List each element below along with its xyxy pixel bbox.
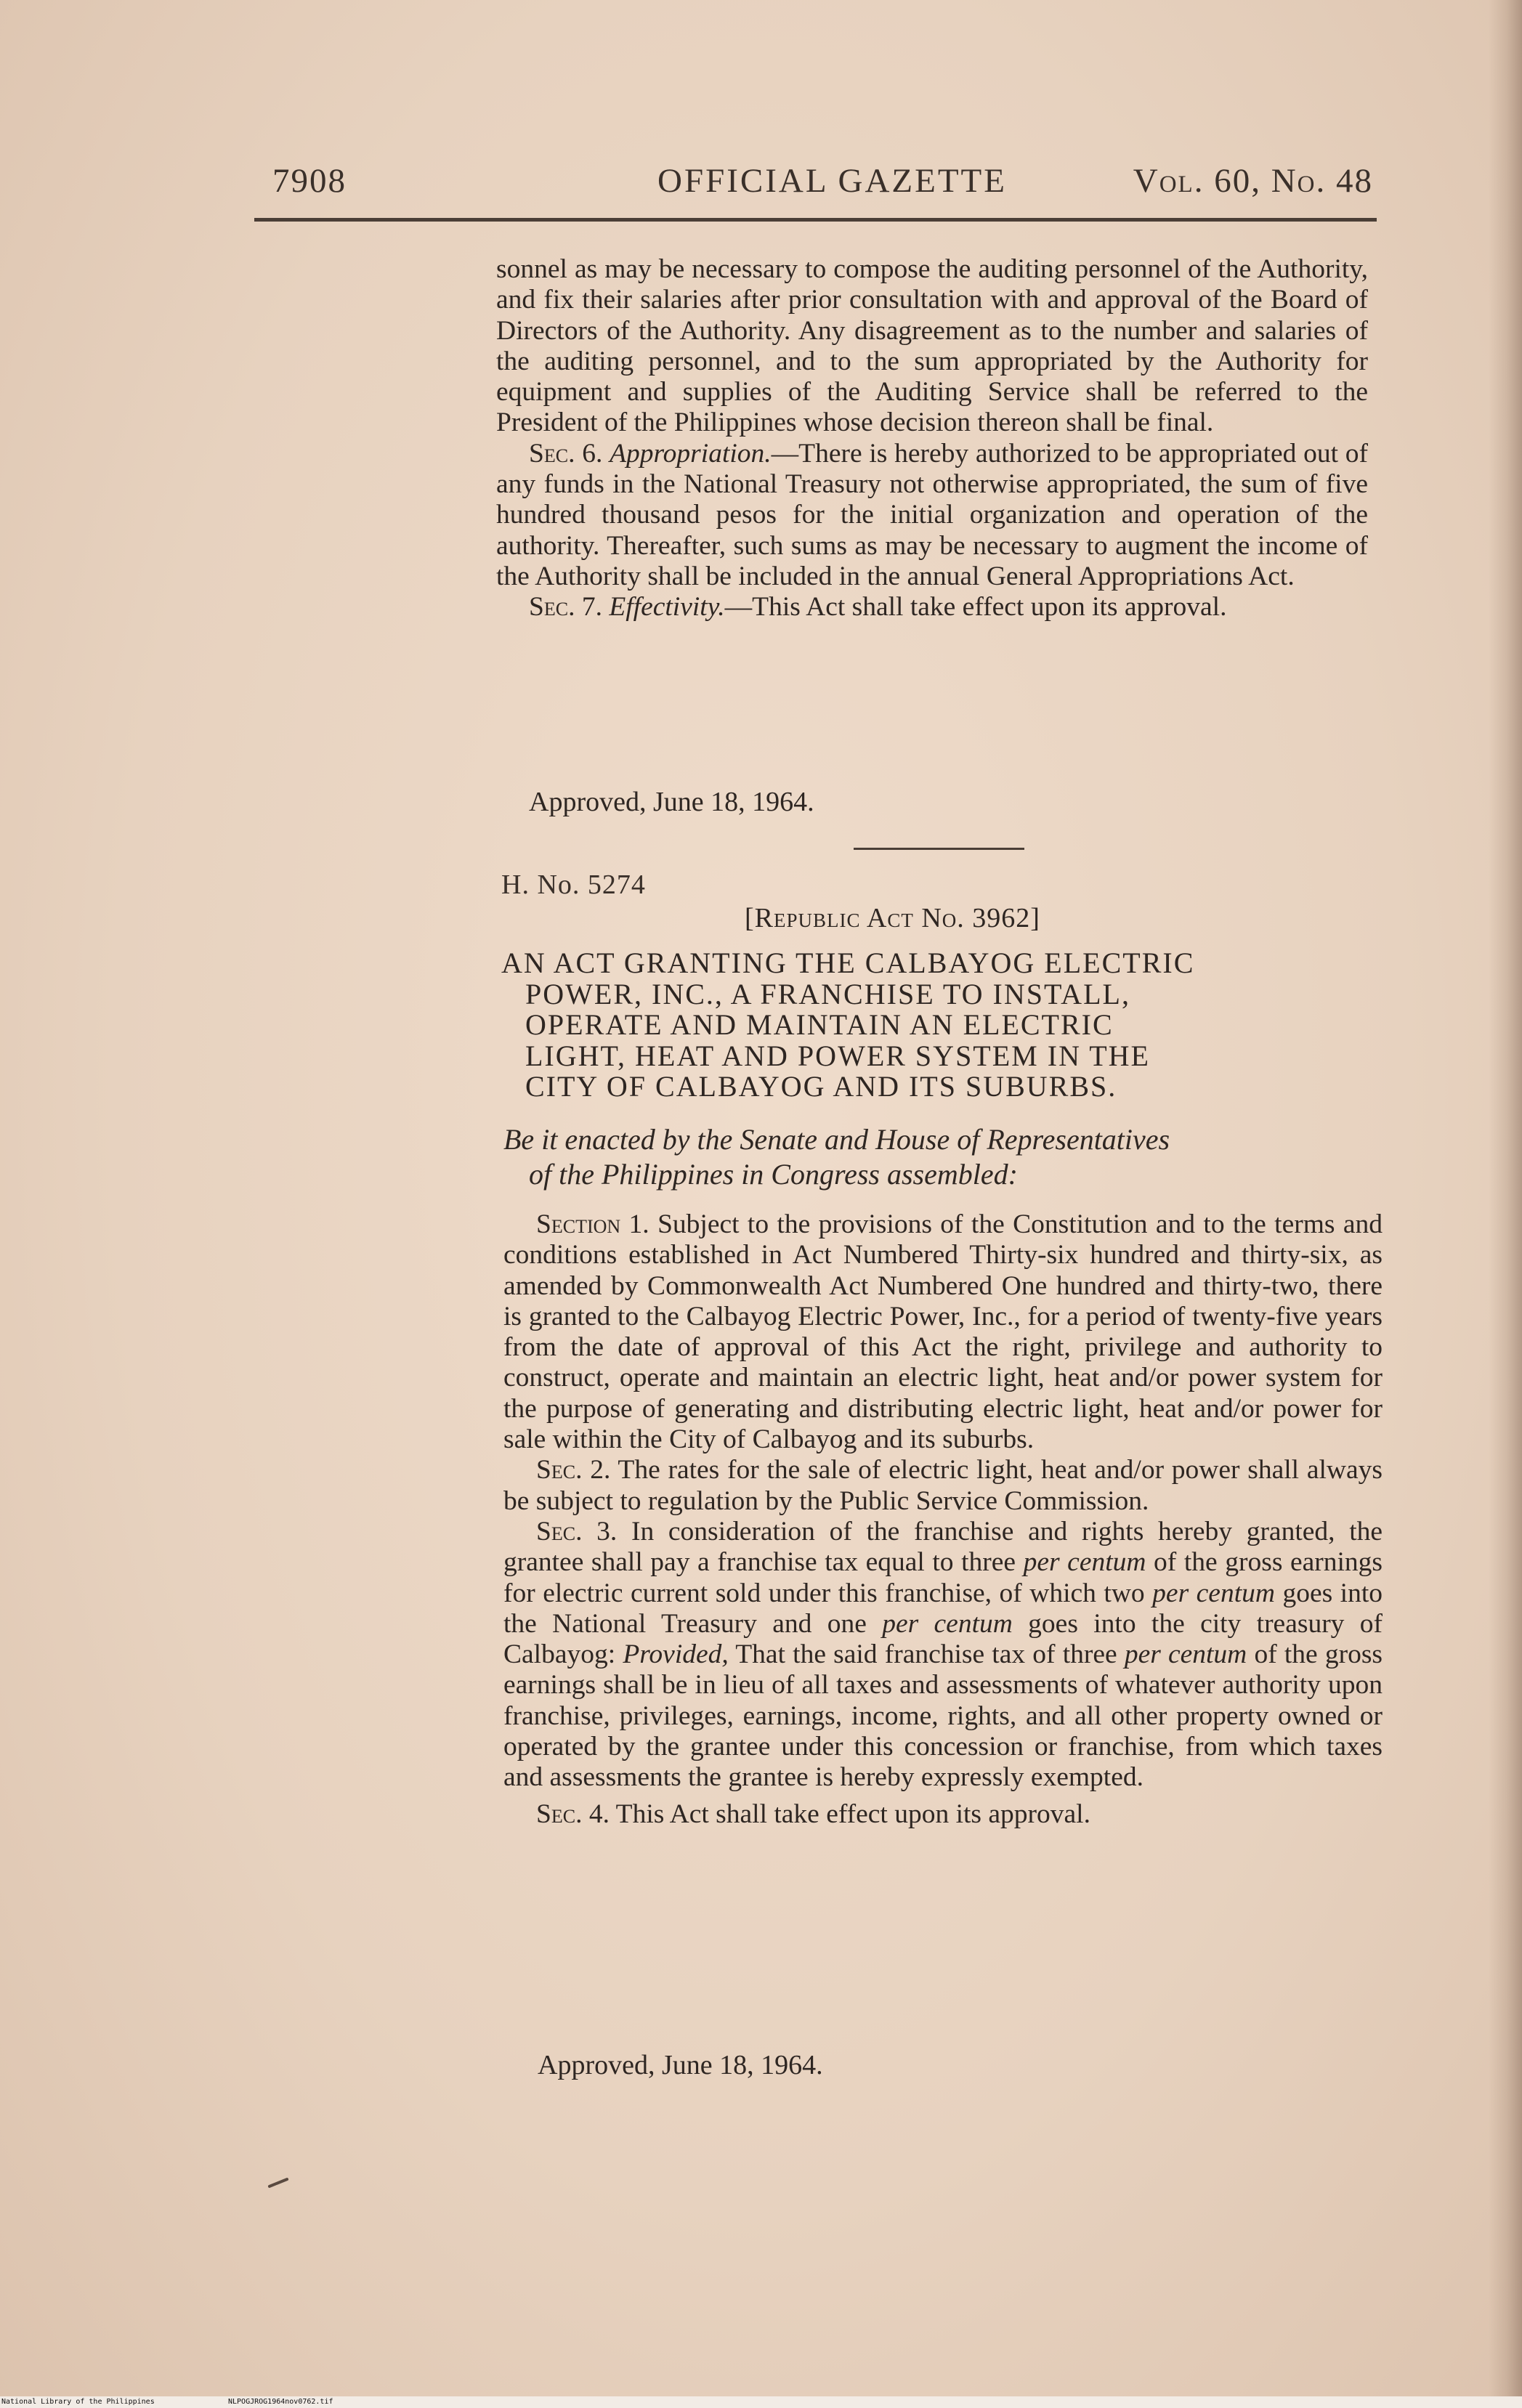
latin-term: per centum [882, 1608, 1013, 1639]
section-label: Sec. 2. [536, 1455, 611, 1485]
volume-number: Vol. 60, No. 48 [1133, 162, 1373, 200]
first-act-body [496, 254, 1368, 623]
section-text: of the gross earnings shall be in lieu of all taxes and assessments of whatever authority upon franchise, privileges, earnings, income, rights, and all other property owned or operated by the grantee under this concession or franchise, from which taxes and assessments the grantee is hereby expressly exempted. [503, 1639, 1383, 1793]
section-heading: Effectivity. [609, 592, 725, 623]
latin-term: per centum [1023, 1547, 1146, 1578]
header-rule [254, 218, 1377, 222]
section-text: goes into the city treasury of Calbayog: [503, 1608, 1383, 1670]
section-text: Subject to the provisions of the Constitution and to the terms and conditions established in Act Numbered Thirty-six hundred and thirty-six, as amended by Commonwealth Act Numbered One hundred and thirty-two, there is granted to the Calbayog Electric Power, Inc., for a period of twenty-five years from the date of approval of this Act the right, privilege and authority to construct, operate and maintain an electric light, heat and/or power system for the purpose of generating and distributing electric light, heat and/or power for sale within the City of Calbayog and its suburbs. [503, 1209, 1383, 1455]
section-label: Sec. 7. [529, 592, 602, 623]
section-2 [503, 1455, 1383, 1517]
section-1 [503, 1209, 1383, 1455]
section-label: Sec. 4. [536, 1799, 610, 1829]
section-text: In consideration of the franchise and rights hereby granted, the grantee shall pay a franchise tax equal to three [503, 1516, 1383, 1578]
second-act-approved: Approved, June 18, 1964. [538, 2050, 823, 2080]
paragraph-continuation: sonnel as may be necessary to compose the auditing personnel of the Authority, and fix their salaries after prior consultation with and approval of the Board of Directors of the Authority. Any disagreement as to the number and salaries of the auditing personnel, and to the sum appropriated by the Authority for equipment and supplies of the Auditing Service shall be referred to the President of the Philippines whose decision thereon shall be final. [496, 254, 1368, 438]
second-act-body [503, 1209, 1383, 1830]
scan-footer [1, 2398, 1522, 2407]
page-edge-shadow [1489, 0, 1522, 2408]
section-label: Section 1. [536, 1209, 649, 1239]
section-text: The rates for the sale of electric light, heat and/or power shall always be subject to regulation by the Public Service Commission. [503, 1455, 1383, 1516]
enacting-line: Be it enacted by the Senate and House of Representatives [503, 1123, 1170, 1156]
section-heading: Appropriation. [610, 438, 772, 469]
section-text: That the said franchise tax of three [735, 1639, 1117, 1670]
section-text: —This Act shall take effect upon its approval. [724, 592, 1227, 623]
enacting-clause [503, 1122, 1379, 1192]
section-divider [854, 848, 1024, 850]
latin-term: per centum [1124, 1639, 1247, 1670]
section-text: goes into the National Treasury and one [503, 1578, 1383, 1639]
page-header [254, 161, 1373, 212]
footer-filename: NLPOGJROG1964nov0762.tif [228, 2398, 333, 2406]
first-act-approved: Approved, June 18, 1964. [529, 787, 814, 817]
section-label: Sec. 6. [529, 438, 603, 469]
enacting-line: of the Philippines in Congress assembled: [529, 1158, 1018, 1191]
act-title-line: POWER, INC., A FRANCHISE TO INSTALL, [525, 977, 1130, 1010]
proviso-term: Provided, [623, 1639, 729, 1670]
section-6 [496, 439, 1368, 592]
section-3 [503, 1517, 1383, 1793]
act-title-line: CITY OF CALBAYOG AND ITS SUBURBS. [525, 1070, 1117, 1103]
section-text: This Act shall take effect upon its approval. [615, 1799, 1090, 1829]
footer-library: National Library of the Philippines [1, 2398, 155, 2406]
section-text: —There is hereby authorized to be appropriated out of any funds in the National Treasury not otherwise appropriated, the sum of five hundred thousand pesos for the initial organization and operation of the authority. Thereafter, such sums as may be necessary to augment the income of the Authority shall be included in the annual General Appropriations Act. [496, 438, 1369, 591]
act-title-line: AN ACT GRANTING THE CALBAYOG ELECTRIC [501, 946, 1195, 979]
act-title-line: OPERATE AND MAINTAIN AN ELECTRIC [525, 1008, 1114, 1041]
section-7 [496, 592, 1368, 623]
page-number: 7908 [272, 162, 347, 200]
publication-title: OFFICIAL GAZETTE [657, 162, 1007, 200]
section-label: Sec. 3. [536, 1516, 618, 1546]
latin-term: per centum [1152, 1578, 1275, 1608]
house-bill-number: H. No. 5274 [501, 869, 646, 900]
section-text: of the gross earnings for electric current sold under this franchise, of which two [503, 1547, 1383, 1608]
act-title-line: LIGHT, HEAT AND POWER SYSTEM IN THE [525, 1039, 1150, 1072]
republic-act-number: [Republic Act No. 3962] [745, 903, 1040, 933]
act-title [501, 948, 1377, 1103]
section-4 [503, 1799, 1383, 1830]
